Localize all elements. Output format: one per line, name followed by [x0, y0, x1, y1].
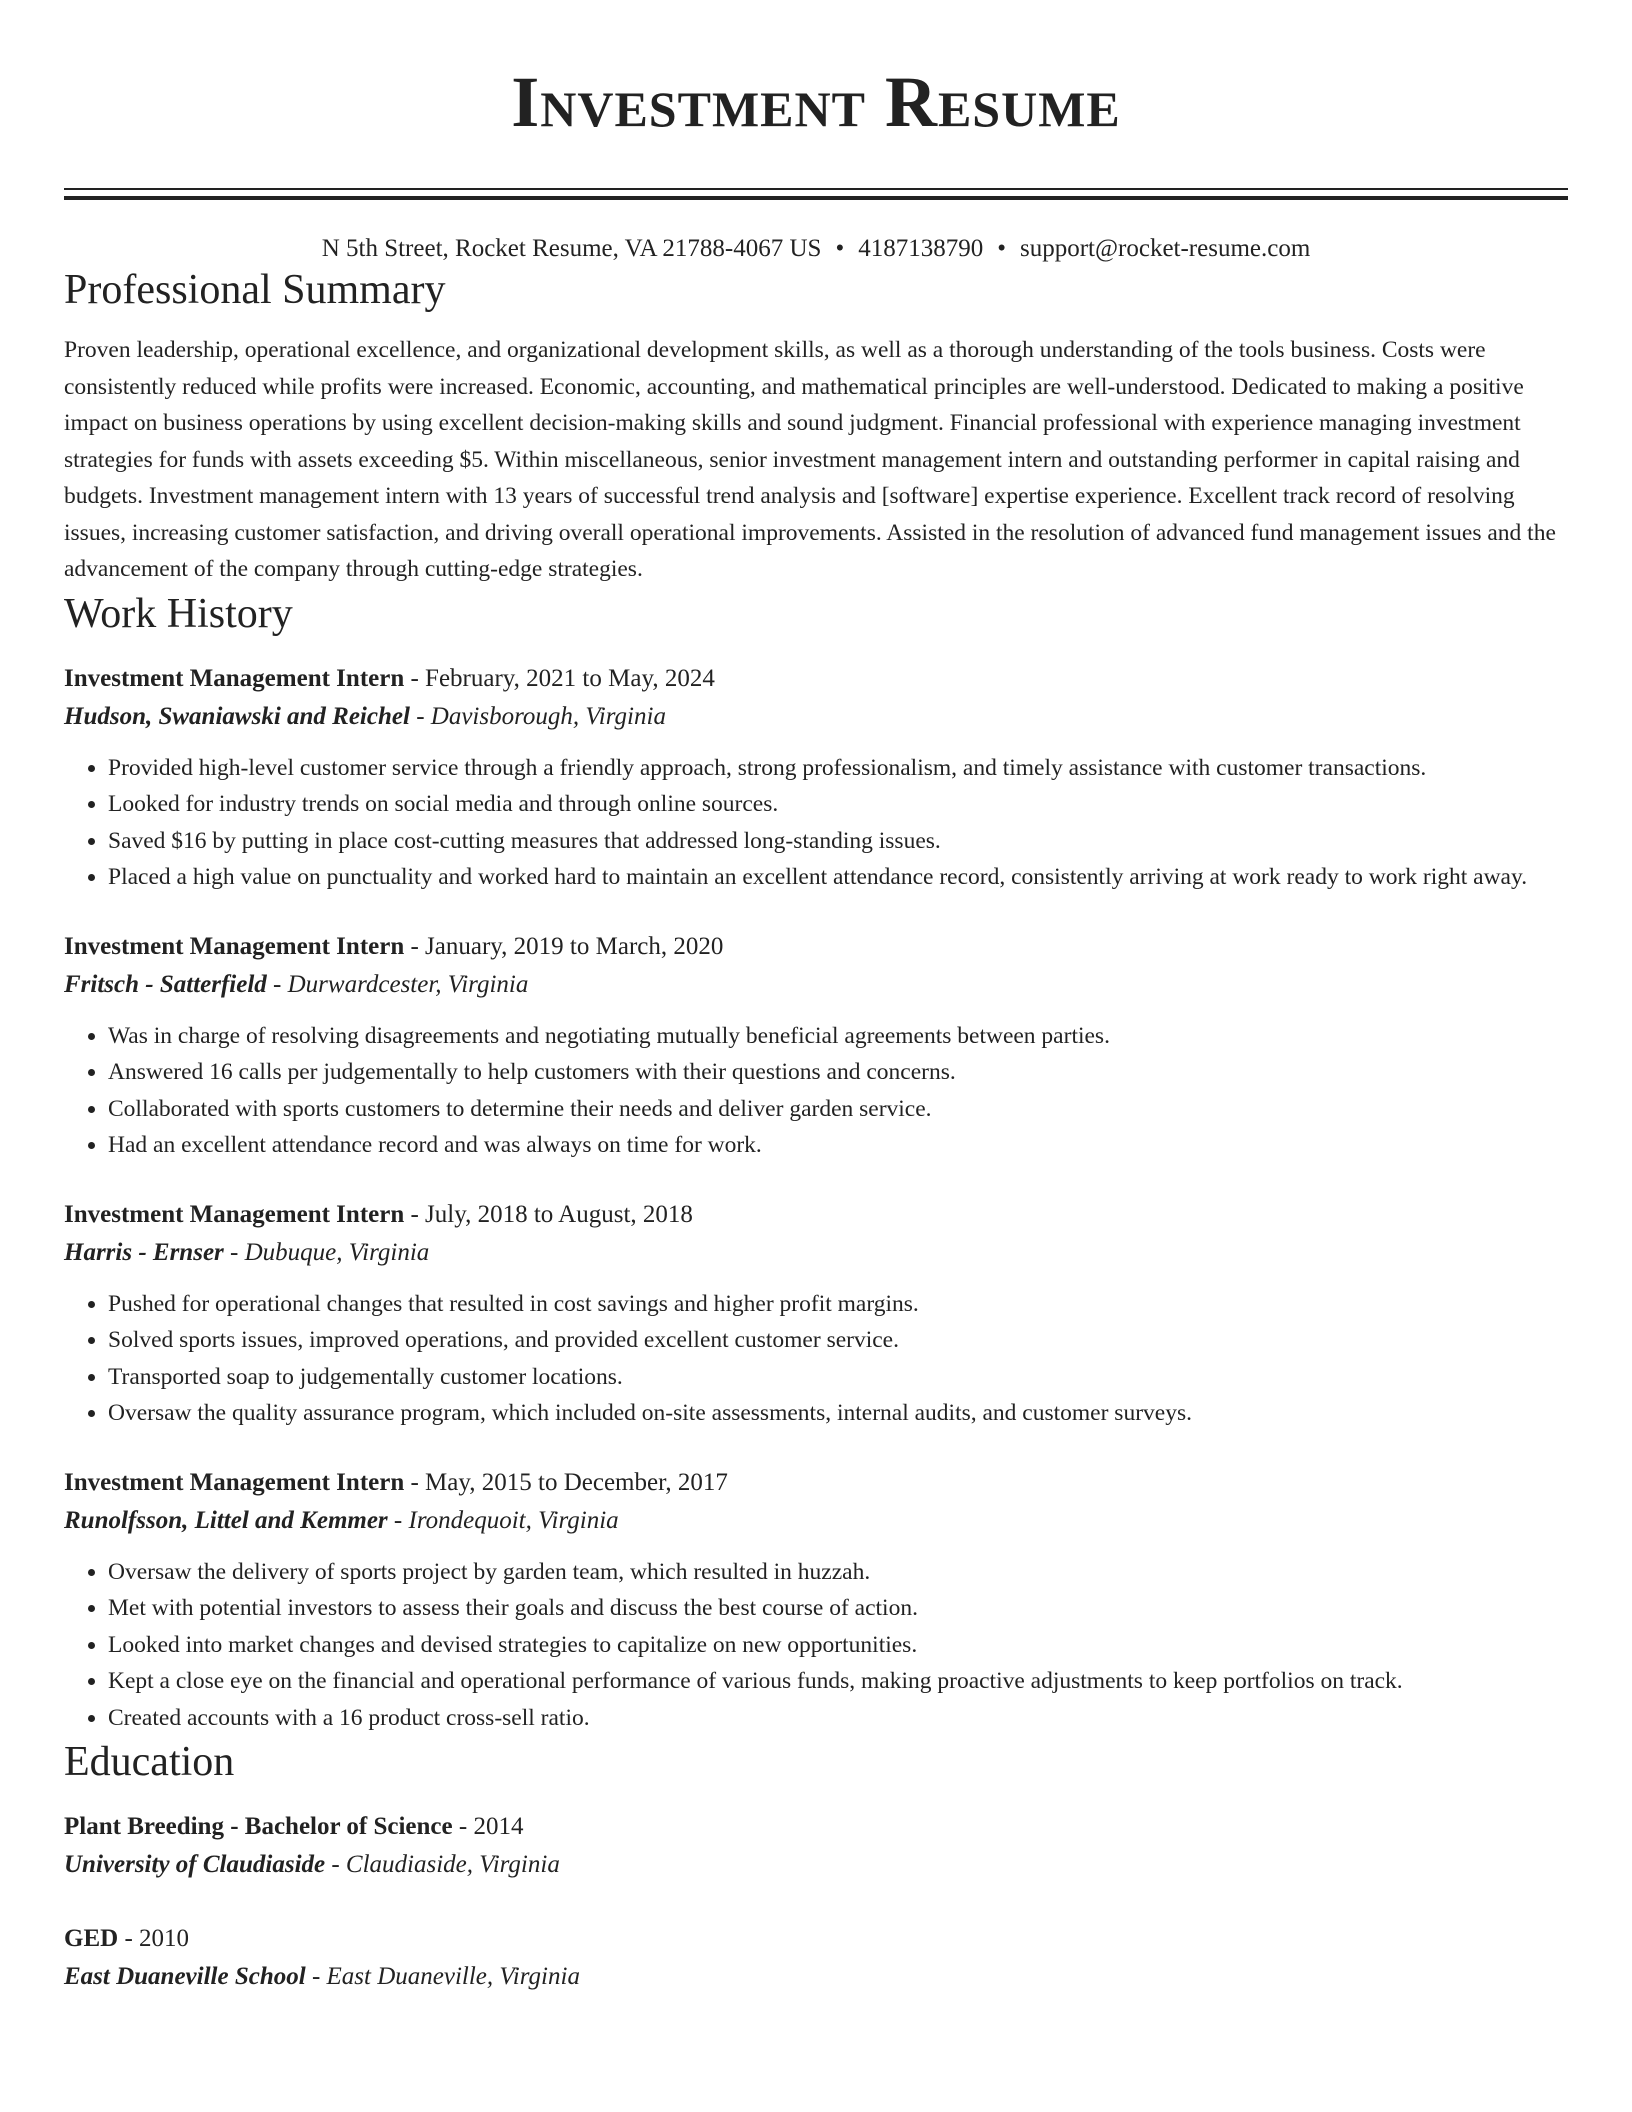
job-title: Investment Management Intern — [64, 932, 405, 960]
job-title: Investment Management Intern — [64, 1468, 405, 1496]
job-bullet: • Pushed for operational changes that resulted in cost savings and higher profit margins. — [108, 1286, 1568, 1323]
degree-year: - 2010 — [118, 1925, 190, 1952]
job-bullet: • Looked into market changes and devised strategies to capitalize on new opportunities. — [108, 1627, 1568, 1664]
school-location: - Claudiaside, Virginia — [325, 1851, 560, 1878]
job-bullets — [64, 1554, 1568, 1737]
job-title: Investment Management Intern — [64, 1200, 405, 1228]
employer-name: Fritsch - Satterfield — [64, 970, 267, 998]
job-bullet: • Provided high-level customer service through a friendly approach, strong professionalism, and timely assistance with customer transactions. — [108, 750, 1568, 787]
job-dates: - May, 2015 to December, 2017 — [404, 1468, 728, 1496]
school-line — [64, 1958, 1568, 1996]
job-bullet: • Collaborated with sports customers to determine their needs and deliver garden service. — [108, 1091, 1568, 1128]
job-dates: - February, 2021 to May, 2024 — [404, 664, 715, 692]
education-entry — [64, 1920, 1568, 1996]
job-title-line — [64, 660, 1568, 698]
degree-name: GED — [64, 1925, 119, 1952]
job-dates: - January, 2019 to March, 2020 — [404, 932, 724, 960]
title-rule-thin — [64, 188, 1568, 190]
education-heading: Education — [64, 1739, 235, 1785]
employer-name: Hudson, Swaniawski and Reichel — [64, 702, 410, 730]
employer-line — [64, 1502, 1568, 1540]
job-entry — [64, 660, 1568, 896]
job-bullets — [64, 1286, 1568, 1432]
job-title-line — [64, 1464, 1568, 1502]
employer-line — [64, 1234, 1568, 1272]
job-bullet: • Transported soap to judgementally customer locations. — [108, 1359, 1568, 1396]
job-entry — [64, 928, 1568, 1164]
job-bullet: • Saved $16 by putting in place cost-cutting measures that addressed long-standing issues. — [108, 823, 1568, 860]
employer-line — [64, 966, 1568, 1004]
school-line — [64, 1846, 1568, 1884]
contact-separator: • — [997, 235, 1006, 262]
job-bullets — [64, 750, 1568, 896]
degree-line — [64, 1808, 1568, 1846]
education-entry — [64, 1808, 1568, 1884]
school-name: East Duaneville School — [64, 1963, 306, 1990]
employer-location: - Davisborough, Virginia — [409, 702, 666, 730]
summary-text: Proven leadership, operational excellence, and organizational development skills, as well as a thorough understanding of the tools business. Costs were consistently reduced while profits were increased. Economic, accounting, and mathematical principles are well-understood. Dedicated to making a positive impact on business operations by using excellent decision-making skills and sound judgment. Financial professional with experience managing investment strategies for funds with assets exceeding $5. Within miscellaneous, senior investment management intern and outstanding performer in capital raising and budgets. Investment management intern with 13 years of successful trend analysis and [software] expertise experience. Excellent track record of resolving issues, increasing customer satisfaction, and driving overall operational improvements. Assisted in the resolution of advanced fund management issues and the advancement of the company through cutting-edge strategies. — [64, 337, 1556, 582]
school-name: University of Claudiaside — [64, 1851, 326, 1878]
contact-email: support@rocket-resume.com — [1020, 235, 1311, 262]
summary-heading: Professional Summary — [64, 267, 446, 313]
job-bullet: • Placed a high value on punctuality and worked hard to maintain an excellent attendance record, consistently arriving at work ready to work right away. — [108, 859, 1568, 896]
degree-line — [64, 1920, 1568, 1958]
job-bullet: • Created accounts with a 16 product cross-sell ratio. — [108, 1700, 1568, 1737]
job-bullet: • Was in charge of resolving disagreements and negotiating mutually beneficial agreements between parties. — [108, 1018, 1568, 1055]
degree-year: - 2014 — [452, 1813, 524, 1840]
employer-line — [64, 698, 1568, 736]
contact-separator: • — [835, 235, 845, 262]
contact-phone: 4187138790 — [858, 235, 984, 262]
job-bullet: • Looked for industry trends on social media and through online sources. — [108, 786, 1568, 823]
job-bullet: • Had an excellent attendance record and was always on time for work. — [108, 1127, 1568, 1164]
job-title: Investment Management Intern — [64, 664, 405, 692]
job-bullets — [64, 1018, 1568, 1164]
job-entry — [64, 1464, 1568, 1737]
job-bullet: • Met with potential investors to assess their goals and discuss the best course of action. — [108, 1590, 1568, 1627]
job-bullet: • Oversaw the delivery of sports project by garden team, which resulted in huzzah. — [108, 1554, 1568, 1591]
employer-location: - Durwardcester, Virginia — [266, 970, 529, 998]
employer-name: Runolfsson, Littel and Kemmer — [64, 1506, 388, 1534]
work-history-heading: Work History — [64, 590, 293, 637]
job-bullet: • Solved sports issues, improved operations, and provided excellent customer service. — [108, 1322, 1568, 1359]
title-rule-thick — [64, 196, 1568, 200]
job-bullet: • Kept a close eye on the financial and operational performance of various funds, making proactive adjustments to keep portfolios on track. — [108, 1663, 1568, 1700]
job-dates: - July, 2018 to August, 2018 — [404, 1200, 693, 1228]
resume-title: Investment Resume — [511, 62, 1121, 142]
contact-address: N 5th Street, Rocket Resume, VA 21788-4067 US — [321, 235, 822, 262]
job-title-line — [64, 1196, 1568, 1234]
contact-line — [64, 234, 1568, 264]
job-bullet: • Answered 16 calls per judgementally to help customers with their questions and concerns. — [108, 1054, 1568, 1091]
employer-location: - Dubuque, Virginia — [223, 1238, 430, 1266]
employer-name: Harris - Ernser — [64, 1238, 224, 1266]
job-bullet: • Oversaw the quality assurance program, which included on-site assessments, internal audits, and customer surveys. — [108, 1395, 1568, 1432]
employer-location: - Irondequoit, Virginia — [387, 1506, 619, 1534]
job-entry — [64, 1196, 1568, 1432]
degree-name: Plant Breeding - Bachelor of Science — [64, 1813, 453, 1840]
job-title-line — [64, 928, 1568, 966]
school-location: - East Duaneville, Virginia — [305, 1963, 580, 1990]
